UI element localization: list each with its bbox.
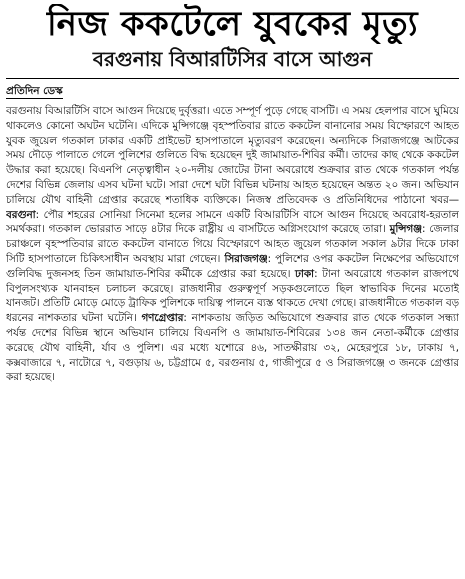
place-label-dhaka: ঢাকা — [295, 267, 315, 280]
byline: প্রতিদিন ডেস্ক — [6, 85, 63, 97]
place-label-munshiganj: মুন্সিগঞ্জ — [389, 223, 422, 236]
body-segment: : টানা অবরোধে গতকাল রাজপথে বিপুলসংখ্যক যানবাহন চলাচল করেছে। রাজধানীর গুরুত্বপূর্ণ সড়কগুলোতে ছিল স্বাভাবিক দিনের মতোই যানজট। প্রতিটি মোড়ে মোড়ে ট্রাফিক পুলিশকে দায়িত্ব পালনে ব্যস্ত থাকতে দেখা গেছে। রাজধানীতে গতকাল বড় ধরনের নাশকতার ঘটনা ঘটেনি। — [6, 267, 459, 325]
body-segment: : জেলার চরাঞ্চলে বৃহস্পতিবার রাতে ককটেল বানাতে গিয়ে বিস্ফোরণে আহত জুয়েল গতকাল সকাল ৯টার দিকে ঢাকা সিটি হাসপাতালে চিকিৎসাধীন অবস্থায় মারা গেছেন। — [6, 223, 459, 265]
subheadline: বরগুনায় বিআরটিসির বাসে আগুন — [92, 47, 373, 71]
body-segment: বরগুনায় বিআরটিসি বাসে আগুন দিয়েছে দুর্বৃত্তরা। এতে সম্পূর্ণ পুড়ে গেছে বাসটি। এ সময় হেলপার বাসে ঘুমিয়ে থাকলেও কোনো অঘটন ঘটেনি। এদিকে মুন্সিগঞ্জে বৃহস্পতিবার রাতে ককটেল বানানোর সময় বিস্ফোরণে আহত যুবক জুয়েল গতকাল ঢাকার একটি প্রাইভেট হাসপাতালে মৃত্যুবরণ করেছেন। অন্যদিকে সিরাজগঞ্জে আটকের সময় দৌড়ে পালাতে গেলে পুলিশের গুলিতে বিদ্ধ হয়েছেন দুই জামায়াত-শিবির কর্মী। তাদের কাছ থেকে ককটেল উদ্ধার করা হয়েছে। বিএনপি নেতৃত্বাধীন ২০-দলীয় জোটের টানা অবরোধে শুক্রবার রাত থেকে গতকাল পর্যন্ত দেশের বিভিন্ন জেলায় এসব ঘটনা ঘটে। সারা দেশে ঘটা বিভিন্ন ঘটনায় আহত হয়েছেন অন্তত ২০ জন। অভিযান চালিয়ে যৌথ বাহিনী গ্রেপ্তার করেছে শতাধিক ব্যক্তিকে। নিজস্ব প্রতিবেদক ও প্রতিনিধিদের পাঠানো খবর— — [6, 105, 459, 206]
place-label-sirajganj: সিরাজগঞ্জ — [224, 252, 268, 265]
body-segment: : পুলিশের ওপর ককটেল নিক্ষেপের অভিযোগে গুলিবিদ্ধ দুজনসহ তিন জামায়াত-শিবির কর্মীকে গ্রেপ্তার করা হয়েছে। — [6, 252, 459, 280]
headline: নিজ ককটেলে যুবকের মৃত্যু — [46, 4, 419, 44]
body-segment: : নাশকতায় জড়িত অভিযোগে শুক্রবার রাত থেকে গতকাল সন্ধ্যা পর্যন্ত দেশের বিভিন্ন স্থানে অভিযান চালিয়ে বিএনপি ও জামায়াত-শিবিরের ১৩৪ জন নেতা-কর্মীকে গ্রেপ্তার করেছে যৌথ বাহিনী, র্যাব ও পুলিশ। এর মধ্যে যশোরে ৪৬, সাতক্ষীরায় ৩২, মেহেরপুরে ১৮, ঢাকায় ৭, কক্সবাজারে ৭, নাটোরে ৭, বগুড়ায় ৬, চট্টগ্রামে ৫, বরগুনায় ৫, গাজীপুরে ৫ ও সিরাজগঞ্জে ৩ জনকে গ্রেপ্তার করা হয়েছে। — [6, 312, 459, 384]
article-body — [6, 104, 459, 574]
divider — [6, 78, 459, 79]
place-label-barguna: বরগুনা — [6, 208, 36, 221]
body-segment: : পৌর শহরের সোনিয়া সিনেমা হলের সামনে একটি বিআরটিসি বাসে আগুন দিয়েছে অবরোধ-হরতাল সমর্থকরা। গতকাল ভোররাত সাড়ে ৪টার দিকে রাষ্ট্রীয় এ বাসটিতে অগ্নিসংযোগ করেছে তারা। — [6, 208, 459, 236]
section-label-mass-arrest: গণগ্রেপ্তার — [141, 312, 184, 325]
